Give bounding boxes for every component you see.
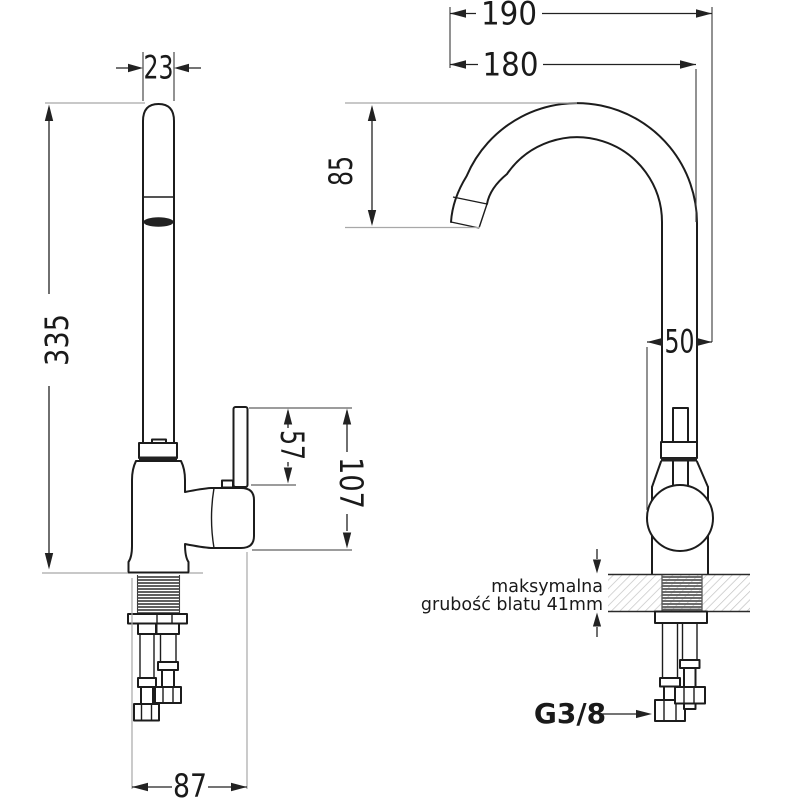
dim-lever-height-label: 57: [273, 430, 311, 471]
side-view: [128, 104, 254, 721]
dim-spout-width: [116, 49, 201, 102]
dim-body-diameter-label: 50: [664, 322, 695, 361]
front-spout-inner-curve: [487, 137, 662, 442]
front-cap-band: [661, 458, 697, 462]
dim-reach-inner-label: 180: [482, 45, 539, 84]
dim-spout-drop: [322, 103, 577, 228]
thread-callout-label: G3/8: [533, 697, 607, 730]
front-spout-outer-curve: [451, 103, 697, 442]
dim-reach-outer-label: 190: [481, 0, 537, 33]
side-hoses: [134, 624, 181, 721]
side-thread: [138, 575, 180, 614]
dim-body-height-label: 107: [332, 457, 370, 519]
front-view: [451, 103, 750, 721]
dim-reach-inner: [450, 46, 696, 223]
side-lever: [234, 407, 248, 487]
side-spout-pipe: [143, 104, 174, 443]
dim-base-width-label: 87: [173, 767, 207, 800]
thread-callout: [534, 697, 652, 730]
front-hoses: [655, 623, 705, 721]
dim-spout-drop-label: 85: [322, 145, 360, 186]
side-aerator-slot: [144, 217, 174, 227]
side-collar: [139, 443, 177, 458]
counter-note-line1: maksymalna: [491, 577, 603, 597]
countertop: [608, 575, 750, 612]
front-cap: [661, 442, 697, 458]
dim-total-height-label: 335: [38, 304, 76, 366]
dim-spout-width-label: 23: [143, 48, 174, 87]
front-nozzle: [451, 197, 487, 228]
counter-note-line2: grubość blatu 41mm: [420, 595, 603, 615]
front-body-circle: [647, 485, 713, 551]
countertop-thickness-note: [421, 549, 603, 637]
side-lever-base: [222, 481, 233, 488]
front-mounting-nut: [655, 612, 707, 624]
